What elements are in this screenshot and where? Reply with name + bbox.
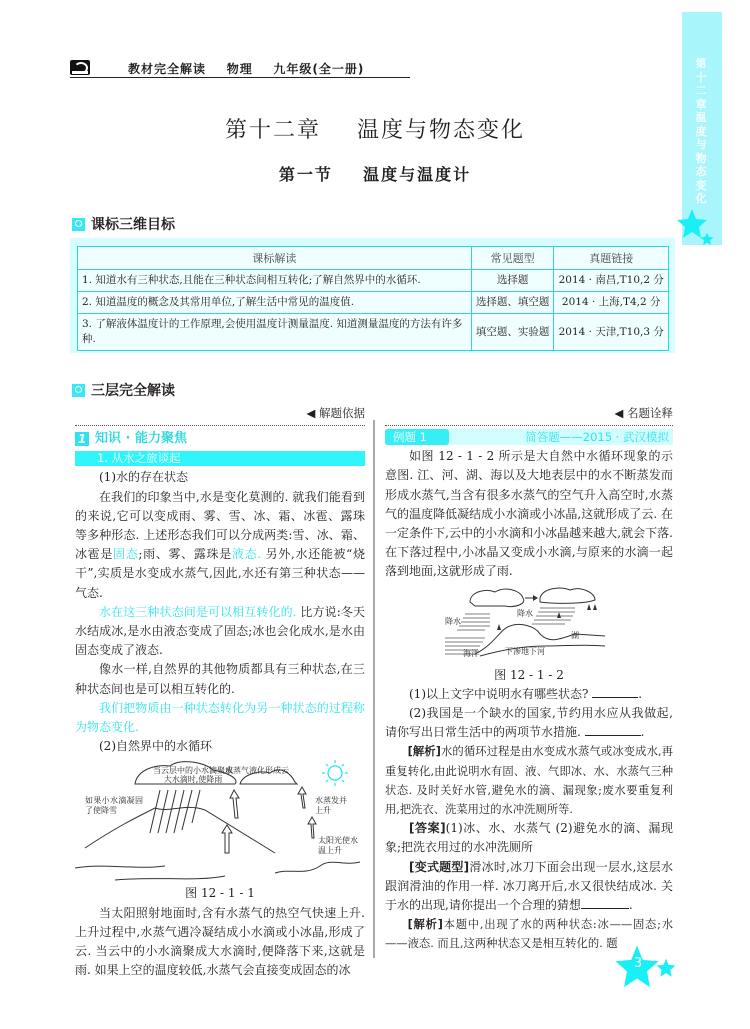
variant-label: [变式题型] xyxy=(409,859,470,874)
right-column xyxy=(385,404,673,954)
solution-basis-tag: ◀ 解题依据 xyxy=(306,406,365,420)
water-cycle-figure xyxy=(75,758,365,884)
table-header-row xyxy=(78,247,669,270)
fig2-label-rain: 降水 xyxy=(445,616,461,626)
goal-type: 选择题、填空题 xyxy=(471,292,554,314)
figure-caption: 图 12 - 1 - 1 xyxy=(185,886,255,901)
chapter-title: 第十二章 温度与物态变化 xyxy=(225,118,525,143)
knowledge-heading xyxy=(75,429,365,448)
goal-type: 填空题、实验题 xyxy=(471,314,554,351)
answer: [答案](1)冰、水、水蒸气 (2)避免水的滴、漏现象;把洗衣用过的水冲洗厕所 xyxy=(385,821,673,855)
subheading: (1)水的存在状态 xyxy=(99,470,188,485)
answer-label: [答案] xyxy=(409,821,446,836)
fig2-label-sea: 海洋 xyxy=(463,648,479,658)
magnifier-icon xyxy=(72,384,85,397)
header-rule xyxy=(70,77,410,78)
figure-caption: 图 12 - 1 - 2 xyxy=(494,667,564,682)
reading-heading-label: 三层完全解读 xyxy=(91,383,175,399)
answer-blank[interactable] xyxy=(581,896,629,909)
fig2-label-ground: 下渗地下河 xyxy=(505,646,545,656)
paragraph: 像水一样,自然界的其他物质都具有三种状态,在三种状态间也是可以相互转化的. xyxy=(75,662,365,696)
answer-blank[interactable] xyxy=(585,723,641,736)
goal-desc: 3. 了解液体温度计的工作原理,会使用温度计测量温度. 知道测量温度的方法有许多种. xyxy=(78,314,472,351)
highlight-text: 水在这三种状态间是可以相互转化的. xyxy=(99,604,297,619)
page-number: 3 xyxy=(633,956,643,971)
paragraph: 当太阳照射地面时,含有水蒸气的热空气快速上升. 上升过程中,水蒸气遇冷凝结成小水滴或小冰晶,形成了云. 当云中的小水滴聚成大水滴时,便降落下来,这就是雨. 如果上空的温度较低,水蒸气会直接变成固态的冰 xyxy=(75,905,365,978)
knowledge-title: 知识 · 能力聚焦 xyxy=(95,431,187,447)
fig2-label-lake: 湖 xyxy=(571,630,579,640)
magnifier-icon xyxy=(72,218,85,231)
example-type: 简答题——2015 · 武汉模拟 xyxy=(525,430,669,445)
goal-link: 2014 · 南昌,T10,2 分 xyxy=(554,270,669,292)
goal-link: 2014 · 天津,T10,3 分 xyxy=(554,314,669,351)
variant-question: [变式题型]滑冰时,冰刀下面会出现一层水,这层水跟润滑油的作用一样. 冰刀离开后,水又很快结成冰. 关于水的出现,请你提出一个合理的猜想 . xyxy=(385,859,673,913)
table-row xyxy=(78,292,669,314)
famous-question-tag: ◀ 名题诠释 xyxy=(614,406,673,420)
paragraph: 水在这三种状态间是可以相互转化的. 比方说:冬天水结成冰,是水由液态变成了固态;冰也会化成水,是水由固态变成了液态. xyxy=(75,604,365,658)
dotted-rule xyxy=(75,425,365,426)
analysis-label: [解析] xyxy=(407,745,441,759)
side-tab-label: 第十二章 温度与物态变化 xyxy=(695,57,707,205)
goals-heading-label: 课标三维目标 xyxy=(91,217,175,233)
section-title: 第一节 温度与温度计 xyxy=(278,165,472,184)
hydro-cycle-figure xyxy=(445,584,605,666)
reading-heading xyxy=(72,380,175,400)
goals-table-panel xyxy=(70,238,675,353)
analysis: [解析]本题中,出现了水的两种状态:冰——固态;水——液态. 而且,这两种状态又是相互转化的. 题 xyxy=(385,918,673,951)
analysis-label: [解析] xyxy=(407,918,443,932)
fig1-label-rain: 当云层中的小水滴聚成大水滴时,使降雨 xyxy=(153,766,233,785)
goal-desc: 2. 知道温度的概念及其常用单位,了解生活中常见的温度值. xyxy=(78,292,472,314)
fig1-label-vapor: 水蒸发并上升 xyxy=(315,796,347,816)
fig1-label-snow: 如果小水滴凝固了使降雪 xyxy=(85,796,143,816)
analysis: [解析]水的循环过程是由水变成水蒸气或冰变成水,再重复转化,由此说明水有固、液、气即冰、水、水蒸气三种状态. 及时关好水管,避免水的滴、漏现象;废水要重复利用,把洗衣、洗菜用过的水冲洗厕所等. xyxy=(385,745,674,817)
left-column xyxy=(75,404,365,980)
fig2-label-rain: 降水 xyxy=(517,608,533,618)
paragraph: 在我们的印象当中,水是变化莫测的. 就我们能看到的来说,它可以变成雨、雾、雪、冰、霜、冰雹、露珠等多种形态. 上述形态我们可以分成两类:雪、冰、霜、冰雹是固态;雨、雾、露珠是液态. 另外,水还能被“烧干”,实质是水变成水蒸气,因此,水还有第三种状态——气态. xyxy=(75,489,365,600)
goal-desc: 1. 知道水有三种状态,且能在三种状态间相互转化;了解自然界中的水循环. xyxy=(78,270,472,292)
small-star-icon xyxy=(700,232,714,246)
column-header: 真题链接 xyxy=(554,247,669,270)
topic-bar: 1. 从水之旅谈起 xyxy=(75,451,365,466)
goals-heading xyxy=(72,214,175,234)
example-label: 例题 1 xyxy=(385,429,449,445)
highlight-text: 固态 xyxy=(113,547,139,562)
question-1: (1)以上文字中说明水有哪些状态? . xyxy=(409,686,643,701)
fig1-label-condense: 水蒸气液化形成云 xyxy=(225,766,289,776)
question-2: (2)我国是一个缺水的国家,节约用水应从我做起,请你写出日常生活中的两项节水措施. . xyxy=(385,706,673,740)
publisher-logo-icon xyxy=(70,60,90,75)
column-header: 课标解读 xyxy=(78,247,472,270)
knowledge-number: 1 xyxy=(75,432,89,446)
definition-highlight: 我们把物质由一种状态转化为另一种状态的过程称为物态变化. xyxy=(75,700,365,735)
column-divider xyxy=(373,420,375,958)
column-header: 常见题型 xyxy=(471,247,554,270)
table-row xyxy=(78,314,669,351)
fig1-label-sun: 太阳光使水温上升 xyxy=(318,836,358,856)
goals-table xyxy=(77,246,669,351)
book-title: 教材完全解读 物理 九年级(全一册) xyxy=(128,62,365,76)
question-text: 如图 12 - 1 - 2 所示是大自然中水循环现象的示意图. 江、河、湖、海以及大地表层中的水不断蒸发而形成水蒸气,当含有很多水蒸气的空气升入高空时,水蒸气的温度降低凝结成小水滴或小冰晶,这就形成了云. 在一定条件下,云中的小水滴和小冰晶越来越大,就会下落. 在下落过程中,小冰晶又变成小水滴,与原来的水滴一起落到地面,这就形成了雨. xyxy=(385,449,673,579)
answer-blank[interactable] xyxy=(592,685,638,698)
highlight-text: 液态. xyxy=(231,547,262,562)
goal-link: 2014 · 上海,T4,2 分 xyxy=(554,292,669,314)
table-row xyxy=(78,270,669,292)
subheading: (2)自然界中的水循环 xyxy=(99,739,212,754)
dotted-rule xyxy=(385,425,673,426)
small-star-icon xyxy=(656,958,676,978)
example-bar xyxy=(385,429,673,445)
goal-type: 选择题 xyxy=(471,270,554,292)
